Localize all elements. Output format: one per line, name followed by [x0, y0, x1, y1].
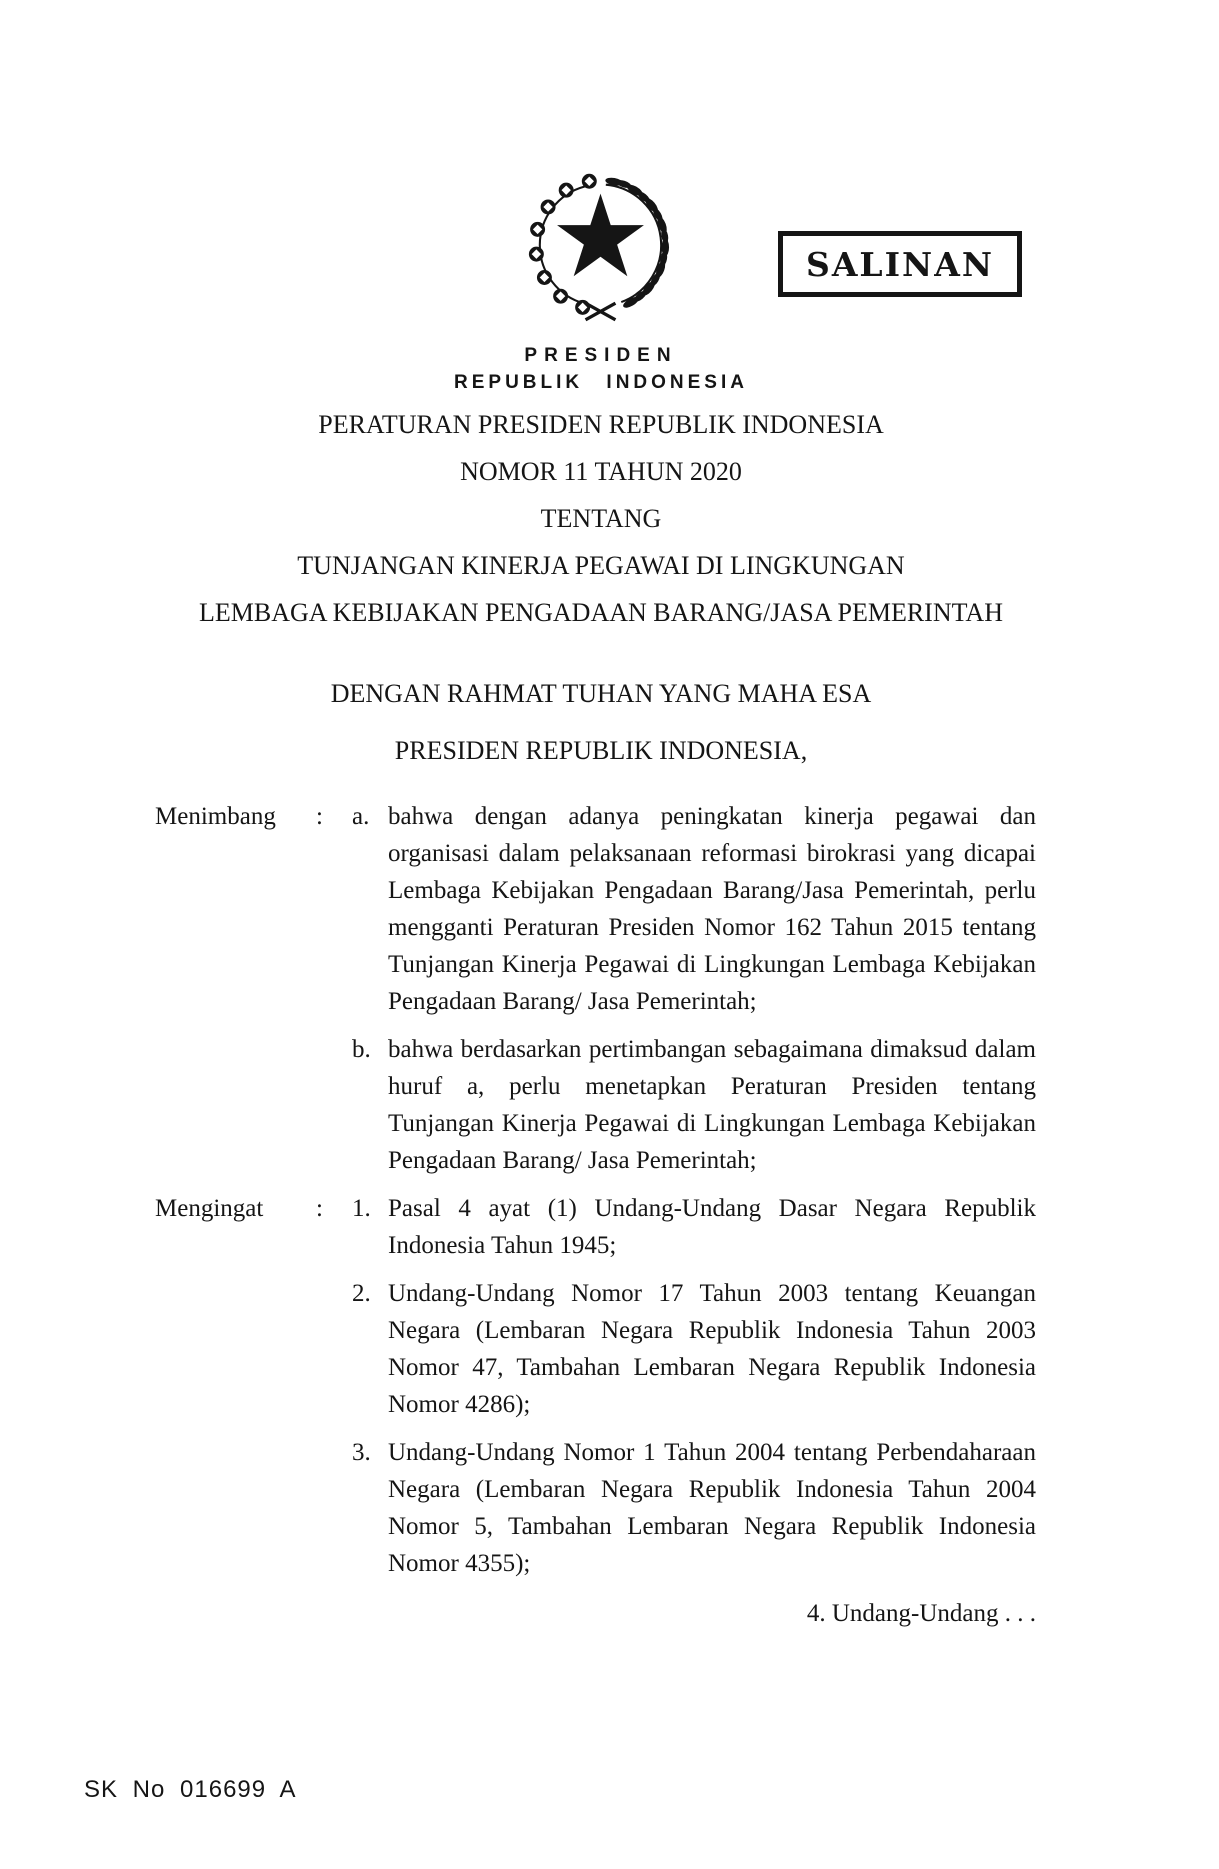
- section-label: Menimbang: [155, 803, 276, 830]
- item-text: Pasal 4 ayat (1) Undang-Undang Dasar Negara Republik Indonesia Tahun 1945;: [388, 1195, 1036, 1259]
- item-text: bahwa dengan adanya peningkatan kinerja pegawai dan organisasi dalam pelaksanaan reformasi birokrasi yang dicapai Lembaga Kebijakan Pengadaan Barang/Jasa Pemerintah, perlu mengganti Peraturan Presiden Nomor 162 Tahun 2015 tentang Tunjangan Kinerja Pegawai di Lingkungan Lembaga Kebijakan Pengadaan Barang/ Jasa Pemerintah;: [388, 803, 1036, 1015]
- list-item: [352, 1031, 1036, 1179]
- item-marker: b.: [352, 1036, 371, 1063]
- section-colon: :: [316, 803, 323, 830]
- list-item: [352, 1190, 1036, 1264]
- section-mengingat: [155, 1190, 1036, 1582]
- title-line-peraturan: PERATURAN PRESIDEN REPUBLIK INDONESIA: [318, 410, 884, 439]
- star-icon: [557, 194, 644, 277]
- section-menimbang: [155, 798, 1036, 1179]
- item-text: Undang-Undang Nomor 17 Tahun 2003 tentang Keuangan Negara (Lembaran Negara Republik Indonesia Tahun 2003 Nomor 47, Tambahan Lembaran Negara Republik Indonesia Nomor 4286);: [388, 1280, 1036, 1418]
- star-wreath-graphic: [517, 162, 684, 324]
- item-marker: 3.: [352, 1439, 371, 1466]
- document-control-number: SK No 016699 A: [84, 1776, 297, 1803]
- list-item: [352, 1275, 1036, 1423]
- item-text: Undang-Undang Nomor 1 Tahun 2004 tentang Perbendaharaan Negara (Lembaran Negara Republik Indonesia Tahun 2004 Nomor 5, Tambahan Lembaran Negara Republik Indonesia Nomor 4355);: [388, 1439, 1036, 1577]
- presidential-emblem-icon: [517, 162, 684, 324]
- item-marker: 1.: [352, 1195, 371, 1222]
- letterhead-republik-indonesia: REPUBLIK INDONESIA: [454, 372, 748, 393]
- section-items: [352, 1190, 1036, 1582]
- preamble: [155, 798, 1036, 1632]
- list-item: [352, 798, 1036, 1020]
- letterhead: [0, 345, 1202, 394]
- title-line-subject-2: LEMBAGA KEBIJAKAN PENGADAAN BARANG/JASA PEMERINTAH: [199, 598, 1003, 627]
- enacting-authority-line: PRESIDEN REPUBLIK INDONESIA,: [394, 736, 808, 765]
- salinan-stamp: [778, 231, 1022, 297]
- title-line-subject-1: TUNJANGAN KINERJA PEGAWAI DI LINGKUNGAN: [297, 551, 905, 580]
- item-marker: a.: [352, 803, 370, 830]
- section-items: [352, 798, 1036, 1179]
- salinan-stamp-label: SALINAN: [805, 244, 994, 284]
- regulation-title: [0, 401, 1202, 636]
- item-marker: 2.: [352, 1280, 371, 1307]
- title-line-tentang: TENTANG: [540, 504, 662, 533]
- item-text: bahwa berdasarkan pertimbangan sebagaimana dimaksud dalam huruf a, perlu menetapkan Peraturan Presiden tentang Tunjangan Kinerja Pegawai di Lingkungan Lembaga Kebijakan Pengadaan Barang/ Jasa Pemerintah;: [388, 1036, 1036, 1174]
- catchword: 4. Undang-Undang . . .: [806, 1600, 1036, 1627]
- letterhead-presiden: PRESIDEN: [524, 345, 678, 366]
- invocation-line: DENGAN RAHMAT TUHAN YANG MAHA ESA: [330, 679, 872, 708]
- list-item: [352, 1434, 1036, 1582]
- section-colon: :: [316, 1195, 323, 1222]
- section-label: Mengingat: [155, 1195, 264, 1222]
- title-line-nomor: NOMOR 11 TAHUN 2020: [460, 457, 742, 486]
